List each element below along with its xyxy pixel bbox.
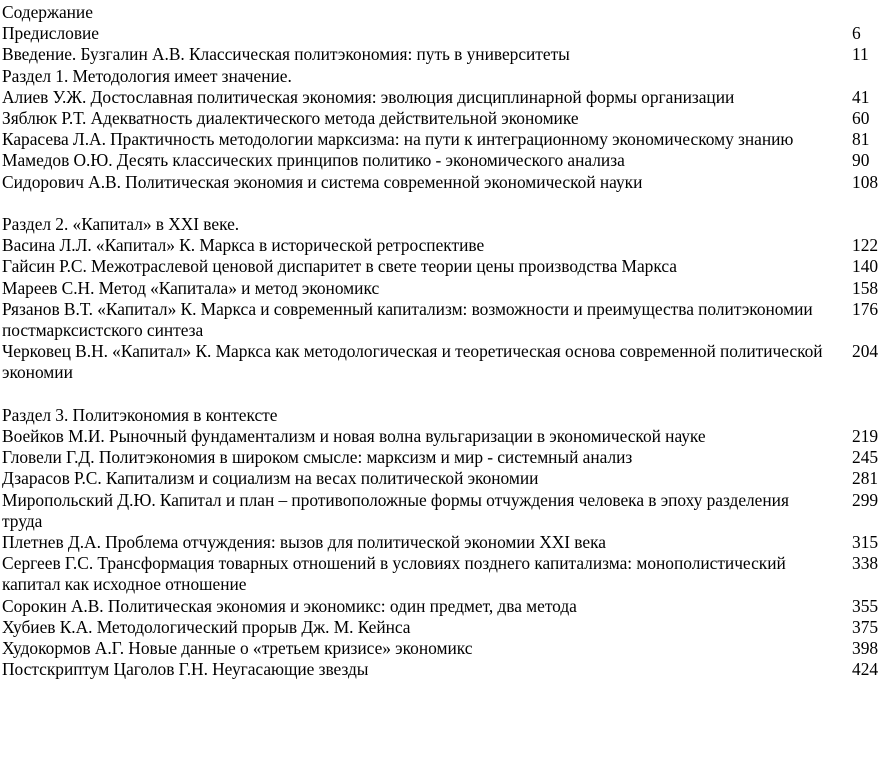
toc-entry-title: Алиев У.Ж. Достославная политическая экономия: эволюция дисциплинарной формы организации — [2, 86, 735, 107]
toc-entry[interactable] — [2, 468, 881, 489]
toc-spacer — [2, 384, 881, 405]
table-of-contents — [2, 2, 881, 680]
toc-entry[interactable] — [2, 108, 881, 129]
toc-entry-title: Постскриптум Цаголов Г.Н. Неугасающие звезды — [2, 659, 369, 680]
toc-entry[interactable] — [2, 638, 881, 659]
toc-page-number: 375 — [852, 616, 879, 637]
toc-entry[interactable] — [2, 426, 881, 447]
toc-page-number: 398 — [852, 638, 879, 659]
toc-page-number: 424 — [852, 659, 879, 680]
toc-entry-title: Сергеев Г.С. Трансформация товарных отношений в условиях позднего капитализма: монополистический капитал как исходное отношение — [2, 553, 786, 595]
toc-entry[interactable] — [2, 447, 881, 468]
toc-page-number: 204 — [852, 341, 879, 362]
toc-page-number: 245 — [852, 447, 879, 468]
toc-entry-title: Гловели Г.Д. Политэкономия в широком смысле: марксизм и мир - системный анализ — [2, 447, 633, 468]
toc-entry[interactable] — [2, 87, 881, 108]
toc-entry-title: Гайсин Р.С. Межотраслевой ценовой диспаритет в свете теории цены производства Маркса — [2, 256, 677, 277]
toc-entry[interactable] — [2, 299, 881, 341]
toc-entry-title: Худокормов А.Г. Новые данные о «третьем кризисе» экономикс — [2, 638, 473, 659]
toc-page-number: 338 — [852, 553, 879, 574]
toc-section-title: Раздел 2. «Капитал» в XXI веке. — [2, 214, 240, 235]
toc-entry[interactable] — [2, 490, 881, 532]
toc-page-number: 281 — [852, 468, 879, 489]
toc-section-title: Раздел 1. Методология имеет значение. — [2, 65, 292, 86]
toc-page-number: 81 — [852, 129, 870, 150]
toc-entry[interactable] — [2, 659, 881, 680]
toc-entry-title: Васина Л.Л. «Капитал» К. Маркса в исторической ретроспективе — [2, 235, 485, 256]
toc-page-number: 176 — [852, 298, 879, 319]
toc-section-title: Содержание — [2, 2, 93, 22]
toc-entry-title: Черковец В.Н. «Капитал» К. Маркса как методологическая и теоретическая основа современной политической экономии — [2, 341, 823, 383]
toc-page-number: 41 — [852, 86, 870, 107]
toc-entry[interactable] — [2, 596, 881, 617]
toc-entry[interactable] — [2, 532, 881, 553]
toc-entry-title: Воейков М.И. Рыночный фундаментализм и новая волна вульгаризации в экономической науке — [2, 426, 706, 447]
toc-entry[interactable] — [2, 172, 881, 193]
toc-entry-title: Плетнев Д.А. Проблема отчуждения: вызов для политической экономии XXI века — [2, 532, 606, 553]
toc-entry-title: Мамедов О.Ю. Десять классических принципов политико - экономического анализа — [2, 150, 625, 171]
toc-page-number: 315 — [852, 532, 879, 553]
toc-entry[interactable] — [2, 341, 881, 383]
toc-section-title: Раздел 3. Политэкономия в контексте — [2, 404, 278, 425]
toc-entry-title: Дзарасов Р.С. Капитализм и социализм на весах политической экономии — [2, 468, 539, 489]
toc-entry-title: Введение. Бузгалин А.В. Классическая политэкономия: путь в университеты — [2, 44, 570, 65]
toc-page-number: 299 — [852, 489, 879, 510]
toc-entry-title: Предисловие — [2, 23, 100, 44]
toc-entry[interactable] — [2, 256, 881, 277]
toc-page-number: 108 — [852, 171, 879, 192]
toc-page-number: 355 — [852, 595, 879, 616]
toc-entry[interactable] — [2, 129, 881, 150]
toc-section-heading — [2, 405, 881, 426]
toc-entry[interactable] — [2, 44, 881, 65]
toc-entry-title: Мареев С.Н. Метод «Капитала» и метод экономикс — [2, 277, 380, 298]
toc-entry[interactable] — [2, 278, 881, 299]
toc-page-number: 90 — [852, 150, 870, 171]
toc-page-number: 158 — [852, 277, 879, 298]
toc-section-heading — [2, 66, 881, 87]
toc-entry-title: Миропольский Д.Ю. Капитал и план – противоположные формы отчуждения человека в эпоху разделения труда — [2, 489, 789, 531]
toc-entry[interactable] — [2, 553, 881, 595]
toc-entry[interactable] — [2, 617, 881, 638]
toc-page-number: 60 — [852, 108, 870, 129]
toc-entry-title: Карасева Л.А. Практичность методологии марксизма: на пути к интеграционному экономическому знанию — [2, 129, 794, 150]
toc-page-number: 219 — [852, 426, 879, 447]
toc-entry[interactable] — [2, 23, 881, 44]
toc-page-number: 140 — [852, 256, 879, 277]
toc-spacer — [2, 193, 881, 214]
toc-entry-title: Зяблюк Р.Т. Адекватность диалектического метода действительной экономике — [2, 108, 579, 129]
toc-section-heading — [2, 214, 881, 235]
toc-page-number: 6 — [852, 23, 861, 44]
toc-entry-title: Сидорович А.В. Политическая экономия и система современной экономической науки — [2, 171, 643, 192]
toc-page-number: 122 — [852, 235, 879, 256]
toc-entry-title: Рязанов В.Т. «Капитал» К. Маркса и современный капитализм: возможности и преимущества политэкономии постмарксистского синтеза — [2, 298, 813, 341]
toc-entry[interactable] — [2, 150, 881, 171]
toc-entry-title: Хубиев К.А. Методологический прорыв Дж. М. Кейнса — [2, 616, 411, 637]
toc-section-heading — [2, 2, 881, 23]
toc-entry-title: Сорокин А.В. Политическая экономия и экономикс: один предмет, два метода — [2, 595, 577, 616]
toc-page-number: 11 — [852, 44, 869, 65]
toc-entry[interactable] — [2, 235, 881, 256]
